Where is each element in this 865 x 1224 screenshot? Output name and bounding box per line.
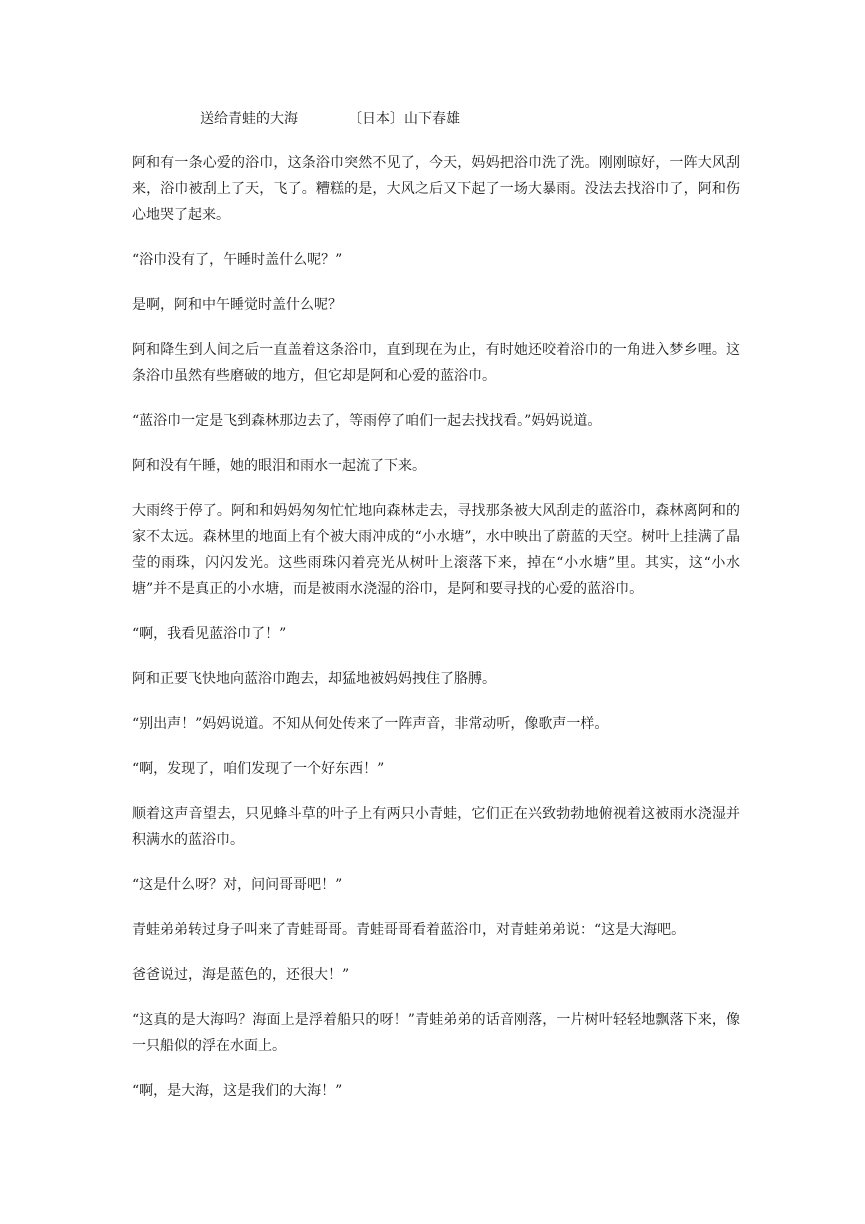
paragraph: 阿和有一条心爱的浴巾，这条浴巾突然不见了，今天，妈妈把浴巾洗了洗。刚刚晾好，一阵大风刮来，浴巾被刮上了天，飞了。糟糕的是，大风之后又下起了一场大暴雨。没法去找浴巾了，阿和伤心地哭了起来。 xyxy=(132,155,740,223)
paragraph: “浴巾没有了，午睡时盖什么呢？” xyxy=(132,252,343,268)
document-author: 〔日本〕山下春雄 xyxy=(348,111,460,127)
paragraph: 大雨终于停了。阿和和妈妈匆匆忙忙地向森林走去，寻找那条被大风刮走的蓝浴巾，森林离阿和的家不太远。森林里的地面上有个被大雨冲成的“小水塘”，水中映出了蔚蓝的天空。树叶上挂满了晶莹的雨珠，闪闪发光。这些雨珠闪着亮光从树叶上滚落下来，掉在“小水塘”里。其实，这“小水塘”并不是真正的小水塘，而是被雨水浇湿的浴巾，是阿和要寻找的心爱的蓝浴巾。 xyxy=(132,503,740,597)
paragraph: 是啊，阿和中午睡觉时盖什么呢？ xyxy=(132,297,342,313)
paragraph: “这真的是大海吗？海面上是浮着船只的呀！”青蛙弟弟的话音刚落，一片树叶轻轻地飘落下来，像一只船似的浮在水面上。 xyxy=(132,1012,740,1054)
title-line xyxy=(200,108,460,128)
paragraph: 爸爸说过，海是蓝色的，还很大！” xyxy=(132,967,350,983)
paragraph: “蓝浴巾一定是飞到森林那边去了，等雨停了咱们一起去找找看。”妈妈说道。 xyxy=(132,413,602,429)
paragraph: 顺着这声音望去，只见蜂斗草的叶子上有两只小青蛙，它们正在兴致勃勃地俯视着这被雨水浇湿并积满水的蓝浴巾。 xyxy=(132,806,740,848)
document-title: 送给青蛙的大海 xyxy=(200,111,298,127)
paragraph: “啊，发现了，咱们发现了一个好东西！” xyxy=(132,761,385,777)
paragraph: “别出声！”妈妈说道。不知从何处传来了一阵声音，非常动听，像歌声一样。 xyxy=(132,716,609,732)
document-body xyxy=(132,150,740,1123)
paragraph: 阿和没有午睡，她的眼泪和雨水一起流了下来。 xyxy=(132,458,426,474)
paragraph: 阿和降生到人间之后一直盖着这条浴巾，直到现在为止，有时她还咬着浴巾的一角进入梦乡哩。这条浴巾虽然有些磨破的地方，但它却是阿和心爱的蓝浴巾。 xyxy=(132,342,740,384)
paragraph: “啊，我看见蓝浴巾了！” xyxy=(132,626,287,642)
paragraph: “啊，是大海，这是我们的大海！” xyxy=(132,1083,343,1099)
paragraph: 阿和正要飞快地向蓝浴巾跑去，却猛地被妈妈拽住了胳膊。 xyxy=(132,671,496,687)
paragraph: 青蛙弟弟转过身子叫来了青蛙哥哥。青蛙哥哥看着蓝浴巾，对青蛙弟弟说：“这是大海吧。 xyxy=(132,922,686,938)
paragraph: “这是什么呀？对，问问哥哥吧！” xyxy=(132,877,343,893)
